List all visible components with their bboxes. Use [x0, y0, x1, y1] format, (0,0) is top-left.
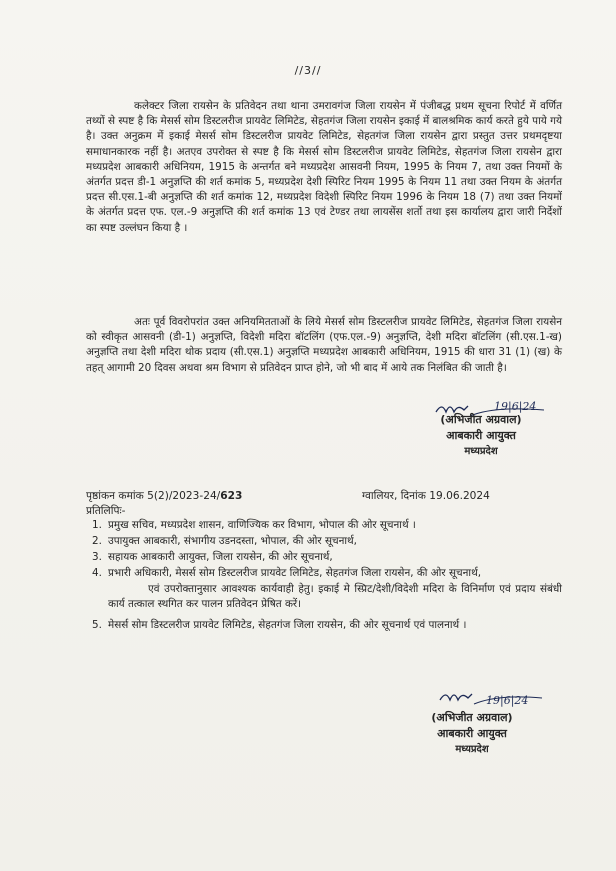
- signatory-designation: आबकारी आयुक्त: [437, 727, 507, 740]
- signatory-name: (अभिजीत अग्रवाल): [431, 711, 513, 724]
- list-item: [92, 534, 562, 549]
- endorsement-section: [86, 489, 566, 519]
- signatory-designation: आबकारी आयुक्त: [446, 429, 516, 442]
- place-date: ग्वालियर, दिनांक 19.06.2024: [362, 490, 490, 502]
- list-number: 2.: [92, 535, 102, 547]
- copy-heading: प्रतिलिपिः-: [86, 505, 126, 517]
- signatory-name: (अभिजीत अग्रवाल): [440, 413, 522, 426]
- list-text: उपायुक्त आबकारी, संभागीय उडनदस्ता, भोपाल, की ओर सूचनार्थ,: [108, 535, 357, 547]
- list-text: सहायक आबकारी आयुक्त, जिला रायसेन, की ओर सूचनार्थ,: [108, 551, 333, 563]
- signatory-block: [408, 412, 554, 460]
- list-item-note: एवं उपरोक्तानुसार आवश्यक कार्यवाही हेतु। इकाई मे स्प्रिट/देशी/विदेशी मदिरा के विनिर्माण एवं प्रदाय संबंधी कार्य तत्काल स्थगित कर पालन प्रतिवेदन प्रेषित करें।: [108, 583, 562, 610]
- list-item: [92, 618, 562, 633]
- copy-recipients-list: [92, 518, 562, 634]
- paragraph-order: अतः पूर्व विवरोपरांत उक्त अनियमितताओं के लिये मेसर्स सोम डिस्टलरीज प्रायवेट लिमिटेड, सेहतगंज जिला रायसेन को स्वीकृत आसवनी (डी-1) अनुज्ञप्ति, विदेशी मदिरा बॉटलिंग (एफ.एल.-9) अनुज्ञप्ति, देशी मदिरा बॉटलिंग (सी.एस.1-ख) अनुज्ञप्ति तथा देशी मदिरा थोक प्रदाय (सी.एस.1) अनुज्ञप्ति मध्यप्रदेश आबकारी अधिनियम, 1915 की धारा 31 (1) (ख) के तहत् आगामी 20 दिवस अथवा श्रम विभाग से प्रतिवेदन प्राप्त होने, जो भी बाद में आये तक निलंबित की जाती है।: [86, 316, 562, 374]
- signatory-block: [404, 710, 540, 758]
- list-number: 1.: [92, 519, 102, 531]
- list-number: 3.: [92, 551, 102, 563]
- signatory-state: मध्यप्रदेश: [464, 446, 498, 457]
- page-number: //3//: [294, 64, 322, 77]
- paragraph-findings: कलेक्टर जिला रायसेन के प्रतिवेदन तथा थाना उमरावगंज जिला रायसेन में पंजीबद्ध प्रथम सूचना रिपोर्ट में वर्णित तथ्यों से स्पष्ट है कि मेसर्स सोम डिस्टलरीज प्रायवेट लिमिटेड, सेहतगंज जिला रायसेन इकाई में बालश्रमिक कार्य करते हुये पाये गये है। उक्त अनुक्रम में इकाई मेसर्स सोम डिस्टलरीज प्रायवेट लिमिटेड, सेहतगंज जिला रायसेन द्वारा प्रस्तुत उत्तर प्रथमदृष्टया समाधानकारक नहीं है। अतएव उपरोक्त से स्पष्ट है कि मेसर्स सोम डिस्टलरीज प्रायवेट लिमिटेड, सेहतगंज जिला रायसेन द्वारा मध्यप्रदेश आबकारी अधिनियम, 1915 के अन्तर्गत बने मध्यप्रदेश आसवनी नियम, 1995 के नियम 7, तथा उक्त नियमों के अंतर्गत प्रदत्त डी-1 अनुज्ञप्ति की शर्त कमांक 5, मध्यप्रदेश देशी स्पिरिट नियम 1995 के नियम 11 तथा उक्त नियम के अंतर्गत प्रदत्त सी.एस.1-बी अनुज्ञप्ति की शर्त कमांक 12, मध्यप्रदेश विदेशी स्पिरिट नियम 1996 के नियम 18 (7) तथा उक्त नियमों के अंतर्गत प्रदत्त एफ. एल.-9 अनुज्ञप्ति की शर्त कमांक 13 एवं टेण्डर तथा लायसेंस शर्तो तथा इस कार्यालय द्वारा जारी निर्देशों का स्पष्ट उल्लंघन किया है ।: [86, 100, 563, 234]
- list-text: प्रमुख सचिव, मध्यप्रदेश शासन, वाणिज्यिक कर विभाग, भोपाल की ओर सूचनार्थ ।: [108, 519, 416, 531]
- signatory-state: मध्यप्रदेश: [455, 744, 489, 755]
- signature-date: 19|6|24: [486, 694, 529, 707]
- list-number: 4.: [92, 567, 102, 579]
- endorsement-label: पृष्ठांकन कमांक 5(2)/2023-24/: [86, 490, 221, 502]
- list-text: प्रभारी अधिकारी, मेसर्स सोम डिस्टलरीज प्रायवेट लिमिटेड, सेहतगंज जिला रायसेन, की ओर सूचनार्थ,: [108, 567, 482, 579]
- list-number: 5.: [92, 619, 102, 631]
- list-text: मेसर्स सोम डिस्टलरीज प्रायवेट लिमिटेड, सेहतगंज जिला रायसेन, की ओर सूचनार्थ एवं पालनार्थ ।: [108, 619, 467, 631]
- list-item: [92, 566, 562, 581]
- signature-date: 19|6|24: [494, 400, 537, 413]
- endorsement-number-line: [86, 489, 242, 504]
- endorsement-number: 623: [220, 490, 243, 502]
- list-item: [92, 518, 562, 533]
- list-item: [92, 550, 562, 565]
